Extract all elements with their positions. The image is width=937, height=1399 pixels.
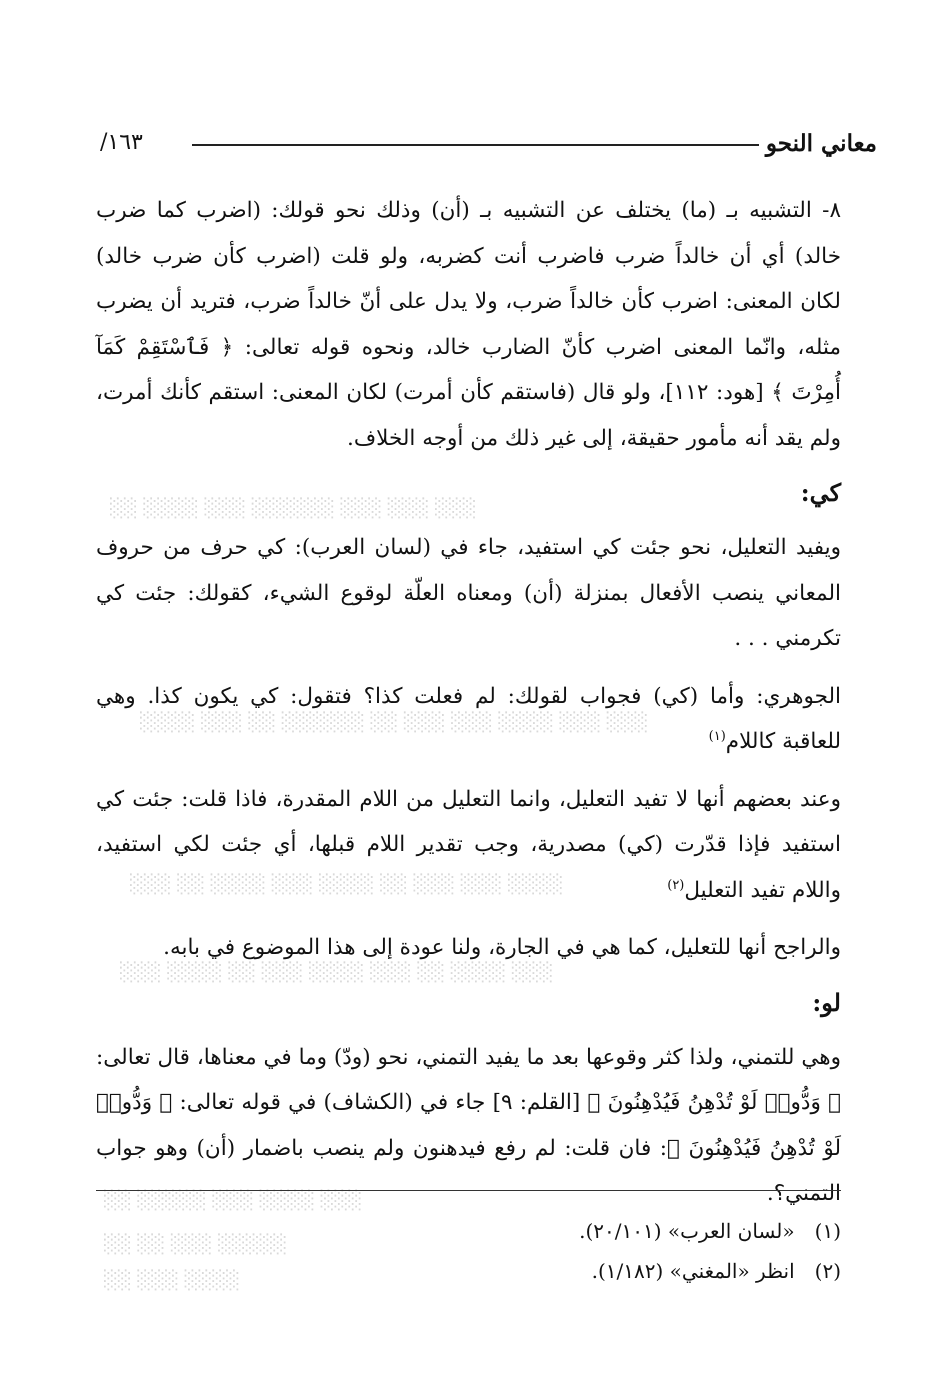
bleed-through-decoration: ░░ ░░░░░ ░░░ ░░░░ ░░░ — [104, 1190, 363, 1211]
bleed-through-decoration: ░░░░ ░░░ ░░ ░░░░░░ ░░ ░░░ ░░░ ░░░░ ░░░ ░░░ — [140, 712, 649, 733]
main-text — [96, 188, 841, 1217]
footnote-text: انظر «المغني» (١/١٨٢). — [591, 1259, 795, 1283]
paragraph-law-1: وهي للتمني، ولذا كثر وقوعها بعد ما يفيد التمني، نحو (ودّ) وما في معناها، قال تعالى: ﴿ وَدُّوا۟ لَوْ تُدْهِنُ فَيُدْهِنُونَ ﴾ [القلم: ٩] جاء في (الكشاف) في قوله تعالى: ﴿ وَدُّوا۟ لَوْ تُدْهِنُ فَيُدْهِنُونَ ﴾: فان قلت: لم رفع فيدهنون ولم ينصب باضمار (أن) وهو جواب التمني؟. — [96, 1044, 842, 1206]
footnotes — [96, 1190, 841, 1291]
paragraph-item-8: ٨- التشبيه بـ (ما) يختلف عن التشبيه بـ (أن) وذلك نحو قولك: (اضرب كما ضرب خالد) أي أن خالداً ضرب فاضرب أنت كضربه، ولو قلت (اضرب كأن ضرب خالد) لكان المعنى: اضرب كأن خالداً ضرب، ولا يدل على أنّ خالداً ضرب، فتريد أن يضرب مثله، وانّما المعنى اضرب كأنّ الضارب خالد، ونحوه قوله تعالى: ﴿ فَٱسْتَقِمْ كَمَآ أُمِرْتَ ﴾ [هود: ١١٢]، ولو قال (فاستقم كأن أمرت) لكان المعنى: استقم كأنك أمرت، ولم يقد أنه مأمور حقيقة، إلى غير ذلك من أوجه الخلاف. — [96, 198, 841, 451]
running-header — [100, 124, 877, 164]
bleed-through-decoration: ░░░ ░░░░ ░░ ░░░ ░░░░ ░░░ ░░ ░░░░ ░░░ — [120, 962, 554, 983]
paragraph-kay-1: ويفيد التعليل، نحو جئت كي استفيد، جاء في (لسان العرب): كي حرف من حروف المعاني ينصب الأفعال بمنزلة (أن) ومعناه العلّة لوقوع الشيء، كقولك: جئت كي تكرمني . . . — [96, 535, 841, 651]
footnote-ref-2: (٢) — [667, 877, 685, 893]
paragraph-kay-2-text: الجوهري: وأما (كي) فجواب لقولك: لم فعلت كذا؟ فتقول: كي يكون كذا. وهي للعاقبة كاللام — [96, 683, 841, 754]
heading-law: لو: — [812, 987, 841, 1017]
bleed-through-decoration: ░░ ░░░░ ░░░ ░░░░░░ ░░░ ░░░ ░░░ — [110, 498, 477, 519]
bleed-through-decoration: ░░░ ░░ ░░░░ ░░░ ░░░░ ░░ ░░░ ░░░ ░░░░ — [130, 874, 564, 895]
heading-kay: كي: — [800, 478, 841, 507]
footnote-2 — [96, 1251, 841, 1291]
paragraph-kay-3 — [96, 777, 841, 914]
footnote-rule — [96, 1190, 841, 1191]
bleed-through-decoration: ░░ ░░░ ░░░░ — [104, 1270, 241, 1291]
footnote-number: (١) — [814, 1219, 841, 1243]
paragraph-kay-3-text: وعند بعضهم أنها لا تفيد التعليل، وانما التعليل من اللام المقدرة، فاذا قلت: جئت كي استفيد فإذا قدّرت (كي) مصدرية، وجب تقدير اللام قبلها، أي جئت لكي استفيد، واللام تفيد التعليل — [96, 786, 841, 903]
footnote-1 — [96, 1211, 841, 1251]
footnote-ref-1: (١) — [708, 728, 726, 744]
header-title: معاني النحو — [765, 130, 877, 157]
footnote-text: «لسان العرب» (٢٠/١٠١). — [579, 1219, 795, 1243]
footnote-number: (٢) — [814, 1259, 841, 1283]
paragraph-kay-2 — [96, 674, 841, 765]
header-rule — [192, 144, 759, 146]
bleed-through-decoration: ░░ ░░ ░░░ ░░░░░ — [104, 1234, 288, 1255]
page-number: ١٦٣/ — [100, 130, 143, 155]
paragraph-kay-4: والراجح أنها للتعليل، كما هي في الجارة، ولنا عودة إلى هذا الموضوع في بابه. — [163, 935, 841, 960]
